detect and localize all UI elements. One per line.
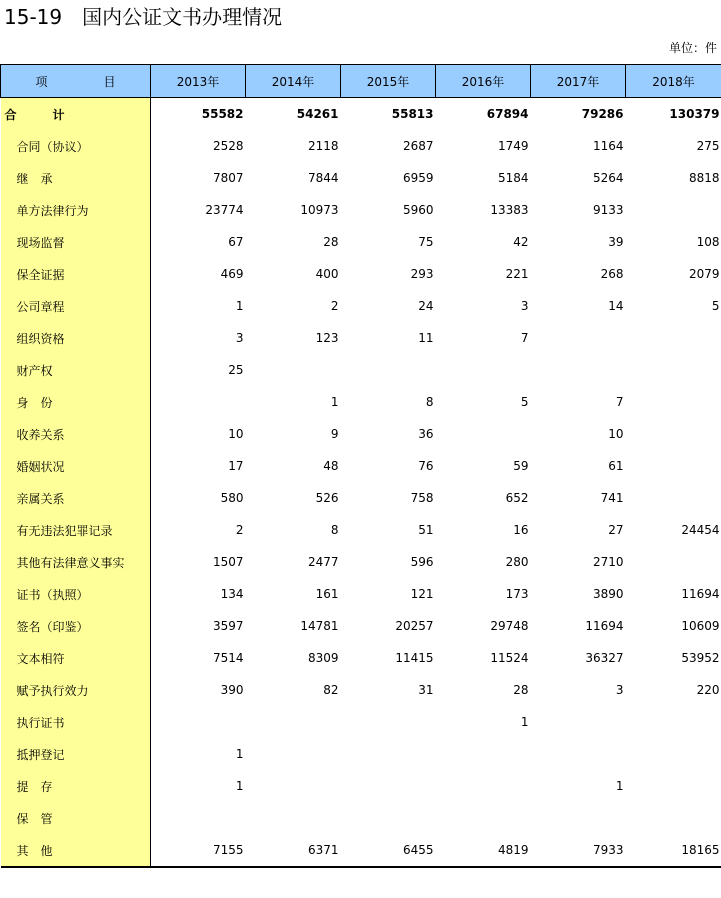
cell-value: 8818 (688, 171, 720, 185)
cell-value: 48 (323, 459, 339, 473)
table-row (1, 706, 721, 738)
cell-value: 1507 (212, 555, 244, 569)
cell-value (341, 770, 436, 802)
notarization-table (0, 64, 721, 868)
cell-value: 42 (513, 235, 529, 249)
cell-value: 16 (513, 523, 529, 537)
cell-value (436, 354, 531, 386)
cell-value: 7933 (531, 834, 626, 867)
cell-value: 1749 (497, 139, 529, 153)
cell-value: 24 (418, 299, 434, 313)
cell-value: 27 (608, 523, 624, 537)
cell-value: 2528 (212, 139, 244, 153)
cell-value: 134 (220, 587, 244, 601)
cell-value (246, 706, 341, 738)
cell-value (436, 802, 531, 834)
cell-value: 400 (315, 267, 339, 281)
cell-value: 29748 (490, 619, 529, 633)
cell-value (341, 706, 436, 738)
row-label: 合同（协议） (1, 130, 151, 162)
cell-value: 14 (608, 299, 624, 313)
table-row (1, 418, 721, 450)
row-label: 保全证据 (1, 258, 151, 290)
cell-value: 14781 (300, 619, 339, 633)
cell-value (531, 802, 626, 834)
cell-value: 221 (505, 267, 529, 281)
cell-value: 390 (220, 683, 244, 697)
cell-value: 1 (235, 299, 244, 313)
cell-value (341, 738, 436, 770)
table-row (1, 194, 721, 226)
row-label: 单方法律行为 (1, 194, 151, 226)
total-row (1, 98, 721, 131)
cell-value: 280 (505, 555, 529, 569)
table-row (1, 322, 721, 354)
cell-value (626, 706, 721, 738)
row-label: 抵押登记 (1, 738, 151, 770)
cell-value: 3 (615, 683, 624, 697)
cell-value (626, 482, 721, 514)
cell-value: 4819 (436, 834, 531, 867)
cell-value: 10973 (300, 203, 339, 217)
cell-value: 1 (520, 715, 529, 729)
row-label: 合 计 (1, 98, 151, 131)
cell-value: 2 (235, 523, 244, 537)
cell-value: 9 (330, 427, 339, 441)
cell-value: 53952 (681, 651, 720, 665)
table-row (1, 514, 721, 546)
cell-value: 9133 (592, 203, 624, 217)
cell-value (436, 770, 531, 802)
cell-value: 5 (520, 395, 529, 409)
cell-value: 11524 (490, 651, 529, 665)
cell-value: 10 (228, 427, 244, 441)
cell-value: 6959 (402, 171, 434, 185)
cell-value: 130379 (669, 107, 720, 121)
cell-value (626, 546, 721, 578)
row-label: 收养关系 (1, 418, 151, 450)
cell-value: 10609 (681, 619, 720, 633)
row-label: 保 管 (1, 802, 151, 834)
cell-value: 51 (418, 523, 434, 537)
row-label: 继 承 (1, 162, 151, 194)
header-year: 2018年 (626, 65, 721, 98)
cell-value (531, 354, 626, 386)
cell-value: 36327 (585, 651, 624, 665)
cell-value: 11 (418, 331, 434, 345)
cell-value: 3597 (212, 619, 244, 633)
cell-value: 3 (235, 331, 244, 345)
cell-value: 5264 (592, 171, 624, 185)
cell-value: 7844 (307, 171, 339, 185)
header-row (1, 65, 721, 98)
cell-value (626, 450, 721, 482)
cell-value: 54261 (296, 107, 339, 121)
header-year: 2013年 (151, 65, 246, 98)
cell-value: 8 (425, 395, 434, 409)
cell-value: 17 (228, 459, 244, 473)
cell-value: 8309 (307, 651, 339, 665)
row-label: 现场监督 (1, 226, 151, 258)
cell-value: 5 (711, 299, 720, 313)
cell-value: 173 (505, 587, 529, 601)
table-row (1, 834, 721, 867)
header-item: 项 目 (1, 65, 151, 98)
table-row (1, 162, 721, 194)
cell-value (246, 770, 341, 802)
header-year: 2017年 (531, 65, 626, 98)
table-row (1, 130, 721, 162)
table-row (1, 802, 721, 834)
cell-value: 2 (330, 299, 339, 313)
header-year: 2014年 (246, 65, 341, 98)
cell-value: 59 (513, 459, 529, 473)
table-row (1, 770, 721, 802)
cell-value: 1 (235, 779, 244, 793)
cell-value: 2710 (592, 555, 624, 569)
cell-value (626, 418, 721, 450)
cell-value: 7155 (151, 834, 246, 867)
cell-value: 2687 (402, 139, 434, 153)
cell-value: 275 (696, 139, 720, 153)
cell-value: 36 (418, 427, 434, 441)
row-label: 赋予执行效力 (1, 674, 151, 706)
cell-value (626, 386, 721, 418)
cell-value: 1 (330, 395, 339, 409)
cell-value: 61 (608, 459, 624, 473)
cell-value (626, 354, 721, 386)
row-label: 财产权 (1, 354, 151, 386)
cell-value: 55813 (391, 107, 434, 121)
row-label: 婚姻状况 (1, 450, 151, 482)
table-row (1, 482, 721, 514)
table-row (1, 258, 721, 290)
cell-value (531, 322, 626, 354)
cell-value: 268 (600, 267, 624, 281)
table-row (1, 226, 721, 258)
cell-value: 161 (315, 587, 339, 601)
cell-value (531, 738, 626, 770)
cell-value: 596 (410, 555, 434, 569)
cell-value: 79286 (581, 107, 624, 121)
cell-value: 580 (220, 491, 244, 505)
cell-value: 31 (418, 683, 434, 697)
cell-value (246, 738, 341, 770)
cell-value (626, 322, 721, 354)
cell-value: 7 (615, 395, 624, 409)
row-label: 其 他 (1, 834, 151, 867)
table-row (1, 642, 721, 674)
cell-value (436, 418, 531, 450)
row-label: 执行证书 (1, 706, 151, 738)
table-row (1, 290, 721, 322)
cell-value: 82 (323, 683, 339, 697)
cell-value (341, 802, 436, 834)
table-row (1, 386, 721, 418)
table-row (1, 674, 721, 706)
cell-value: 2118 (307, 139, 339, 153)
row-label: 文本相符 (1, 642, 151, 674)
cell-value: 1 (235, 747, 244, 761)
cell-value: 3890 (592, 587, 624, 601)
row-label: 提 存 (1, 770, 151, 802)
cell-value: 13383 (490, 203, 529, 217)
cell-value: 11694 (585, 619, 624, 633)
cell-value (246, 354, 341, 386)
cell-value (626, 802, 721, 834)
cell-value: 6371 (246, 834, 341, 867)
cell-value (246, 802, 341, 834)
cell-value: 7514 (212, 651, 244, 665)
table-row (1, 738, 721, 770)
cell-value: 18165 (626, 834, 721, 867)
cell-value: 67894 (486, 107, 529, 121)
cell-value: 1164 (592, 139, 624, 153)
cell-value (341, 354, 436, 386)
cell-value: 75 (418, 235, 434, 249)
page-title: 15-19 国内公证文书办理情况 (4, 5, 283, 29)
cell-value: 76 (418, 459, 434, 473)
cell-value: 5184 (497, 171, 529, 185)
cell-value (151, 386, 246, 418)
table-row (1, 578, 721, 610)
row-label: 证书（执照） (1, 578, 151, 610)
cell-value: 6455 (341, 834, 436, 867)
cell-value: 2477 (307, 555, 339, 569)
row-label: 亲属关系 (1, 482, 151, 514)
cell-value: 7 (520, 331, 529, 345)
cell-value: 123 (315, 331, 339, 345)
cell-value: 2079 (688, 267, 720, 281)
row-label: 身 份 (1, 386, 151, 418)
cell-value (151, 802, 246, 834)
row-label: 有无违法犯罪记录 (1, 514, 151, 546)
cell-value: 28 (323, 235, 339, 249)
cell-value: 469 (220, 267, 244, 281)
cell-value: 7807 (212, 171, 244, 185)
cell-value: 10 (608, 427, 624, 441)
cell-value: 67 (228, 235, 244, 249)
row-label: 签名（印鉴） (1, 610, 151, 642)
cell-value: 23774 (205, 203, 244, 217)
cell-value: 24454 (681, 523, 720, 537)
cell-value: 220 (696, 683, 720, 697)
cell-value: 3 (520, 299, 529, 313)
cell-value: 20257 (395, 619, 434, 633)
table-row (1, 450, 721, 482)
cell-value (626, 738, 721, 770)
unit-label: 单位：件 (668, 41, 717, 55)
row-label: 其他有法律意义事实 (1, 546, 151, 578)
cell-value: 5960 (402, 203, 434, 217)
cell-value: 526 (315, 491, 339, 505)
header-year: 2016年 (436, 65, 531, 98)
cell-value: 39 (608, 235, 624, 249)
row-label: 组织资格 (1, 322, 151, 354)
cell-value: 11415 (395, 651, 434, 665)
cell-value: 293 (410, 267, 434, 281)
cell-value: 11694 (681, 587, 720, 601)
table-row (1, 610, 721, 642)
cell-value (436, 738, 531, 770)
cell-value (151, 706, 246, 738)
cell-value: 8 (330, 523, 339, 537)
cell-value (626, 194, 721, 226)
cell-value: 652 (505, 491, 529, 505)
row-label: 公司章程 (1, 290, 151, 322)
cell-value: 121 (410, 587, 434, 601)
cell-value (626, 770, 721, 802)
table-row (1, 354, 721, 386)
cell-value: 758 (410, 491, 434, 505)
cell-value: 28 (513, 683, 529, 697)
cell-value: 55582 (201, 107, 244, 121)
cell-value: 741 (600, 491, 624, 505)
cell-value: 108 (696, 235, 720, 249)
table-row (1, 546, 721, 578)
cell-value: 25 (228, 363, 244, 377)
header-year: 2015年 (341, 65, 436, 98)
cell-value (531, 706, 626, 738)
cell-value: 1 (615, 779, 624, 793)
